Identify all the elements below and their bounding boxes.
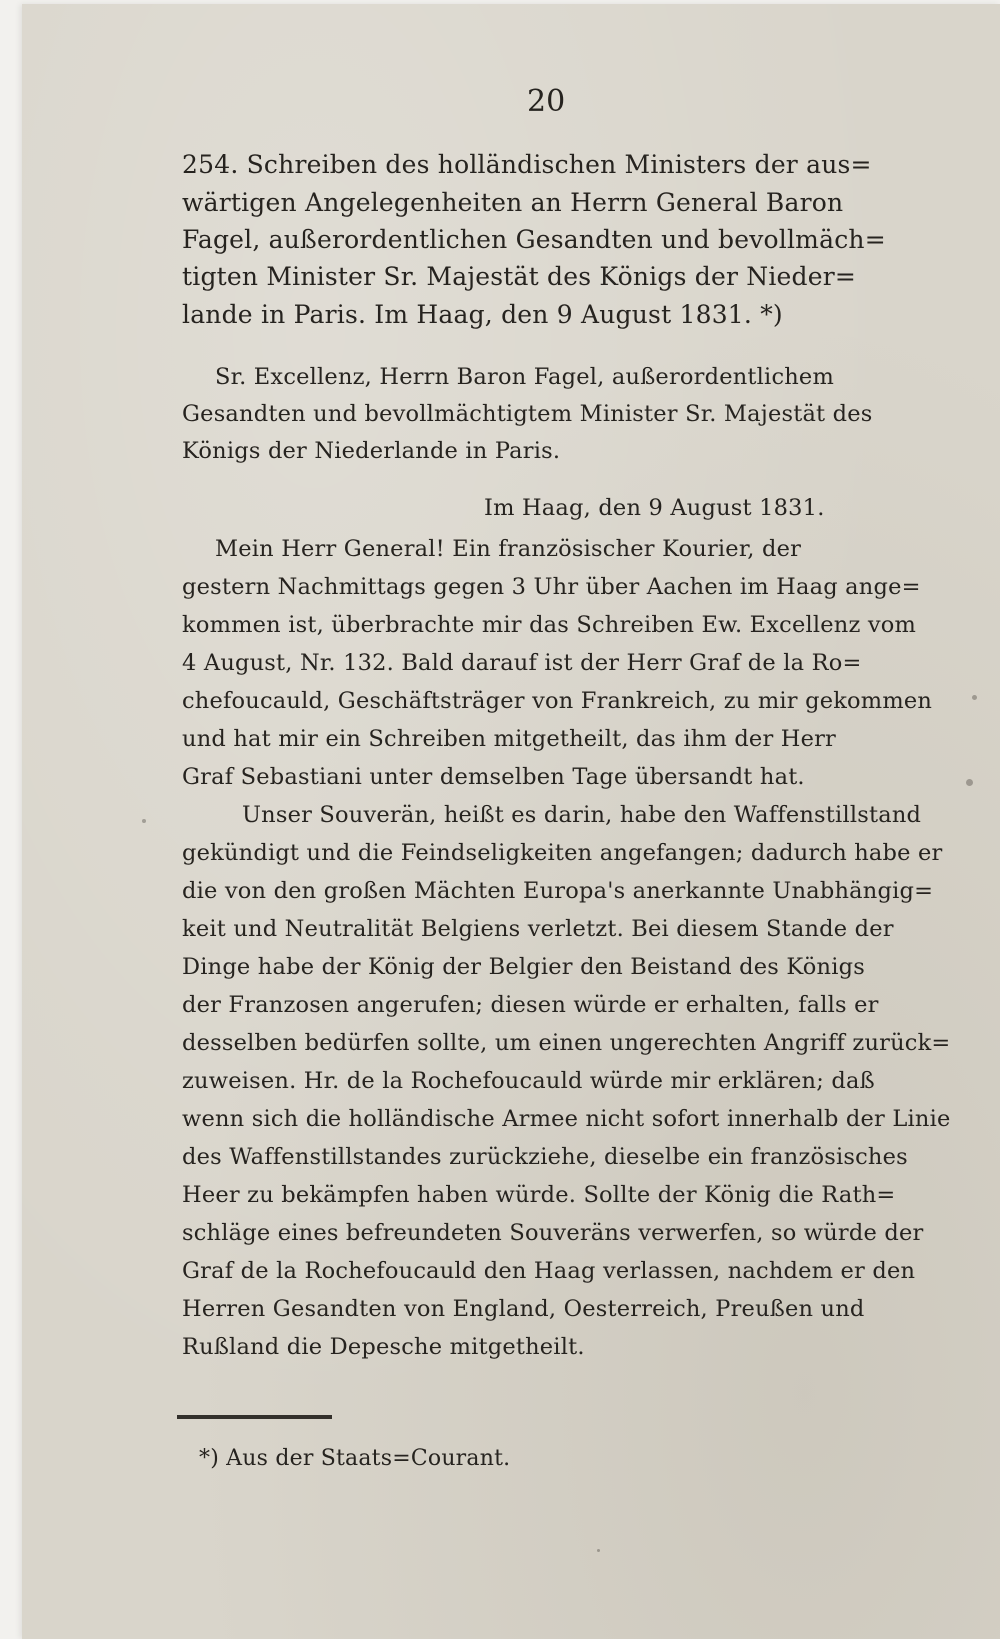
body-line-7: kommen ist, überbrachte mir das Schreiben Ew. Excellenz vom	[182, 612, 917, 638]
entry-title-line-2: wärtigen Angelegenheiten an Herrn General Baron	[182, 188, 844, 217]
address-line-2: Gesandten und bevollmächtigtem Minister Sr. Majestät des	[182, 401, 873, 427]
body-line-9: chefoucauld, Geschäftsträger von Frankreich, zu mir gekommen	[182, 688, 933, 714]
body-line-14: die von den großen Mächten Europa's anerkannte Unabhängig=	[182, 878, 934, 904]
body-line-22: Heer zu bekämpfen haben würde. Sollte der König die Rath=	[182, 1182, 896, 1208]
body-line-17: der Franzosen angerufen; diesen würde er erhalten, falls er	[182, 992, 879, 1018]
page-number: 20	[527, 84, 566, 119]
body-line-19: zuweisen. Hr. de la Rochefoucauld würde mir erklären; daß	[182, 1068, 875, 1094]
salutation-line: Mein Herr General! Ein französischer Kourier, der	[215, 536, 802, 562]
body-line-11: Graf Sebastiani unter demselben Tage übersandt hat.	[182, 764, 805, 790]
paper-spot	[597, 1549, 600, 1552]
paper-spot	[966, 779, 973, 786]
body-line-23: schläge eines befreundeten Souveräns verwerfen, so würde der	[182, 1220, 924, 1246]
document-page	[22, 4, 1000, 1639]
body-line-20: wenn sich die holländische Armee nicht sofort innerhalb der Linie	[182, 1106, 951, 1132]
body-line-25: Herren Gesandten von England, Oesterreich, Preußen und	[182, 1296, 865, 1322]
address-line-3: Königs der Niederlande in Paris.	[182, 438, 561, 464]
body-line-8: 4 August, Nr. 132. Bald darauf ist der Herr Graf de la Ro=	[182, 650, 862, 676]
body-line-26: Rußland die Depesche mitgetheilt.	[182, 1334, 585, 1360]
address-line-1: Sr. Excellenz, Herrn Baron Fagel, außerordentlichem	[215, 364, 834, 390]
body-line-6: gestern Nachmittags gegen 3 Uhr über Aachen im Haag ange=	[182, 574, 921, 600]
entry-title-line-4: tigten Minister Sr. Majestät des Königs der Nieder=	[182, 262, 857, 291]
entry-title-line-5: lande in Paris. Im Haag, den 9 August 1831. *)	[182, 300, 783, 329]
date-line: Im Haag, den 9 August 1831.	[484, 495, 825, 521]
entry-title-line-1: 254. Schreiben des holländischen Ministers der aus=	[182, 150, 872, 179]
body-line-16: Dinge habe der König der Belgier den Beistand des Königs	[182, 954, 865, 980]
body-line-10: und hat mir ein Schreiben mitgetheilt, das ihm der Herr	[182, 726, 837, 752]
body-line-13: gekündigt und die Feindseligkeiten angefangen; dadurch habe er	[182, 840, 943, 866]
body-line-21: des Waffenstillstandes zurückziehe, dieselbe ein französisches	[182, 1144, 908, 1170]
entry-title-line-3: Fagel, außerordentlichen Gesandten und bevollmäch=	[182, 225, 886, 254]
paper-spot	[142, 819, 146, 823]
footnote: *) Aus der Staats=Courant.	[199, 1446, 511, 1471]
body-line-24: Graf de la Rochefoucauld den Haag verlassen, nachdem er den	[182, 1258, 916, 1284]
body-line-15: keit und Neutralität Belgiens verletzt. Bei diesem Stande der	[182, 916, 894, 942]
body-line-18: desselben bedürfen sollte, um einen ungerechten Angriff zurück=	[182, 1030, 951, 1056]
footnote-rule	[177, 1415, 332, 1419]
body-line-12: Unser Souverän, heißt es darin, habe den Waffenstillstand	[242, 802, 922, 828]
paper-spot	[972, 695, 977, 700]
